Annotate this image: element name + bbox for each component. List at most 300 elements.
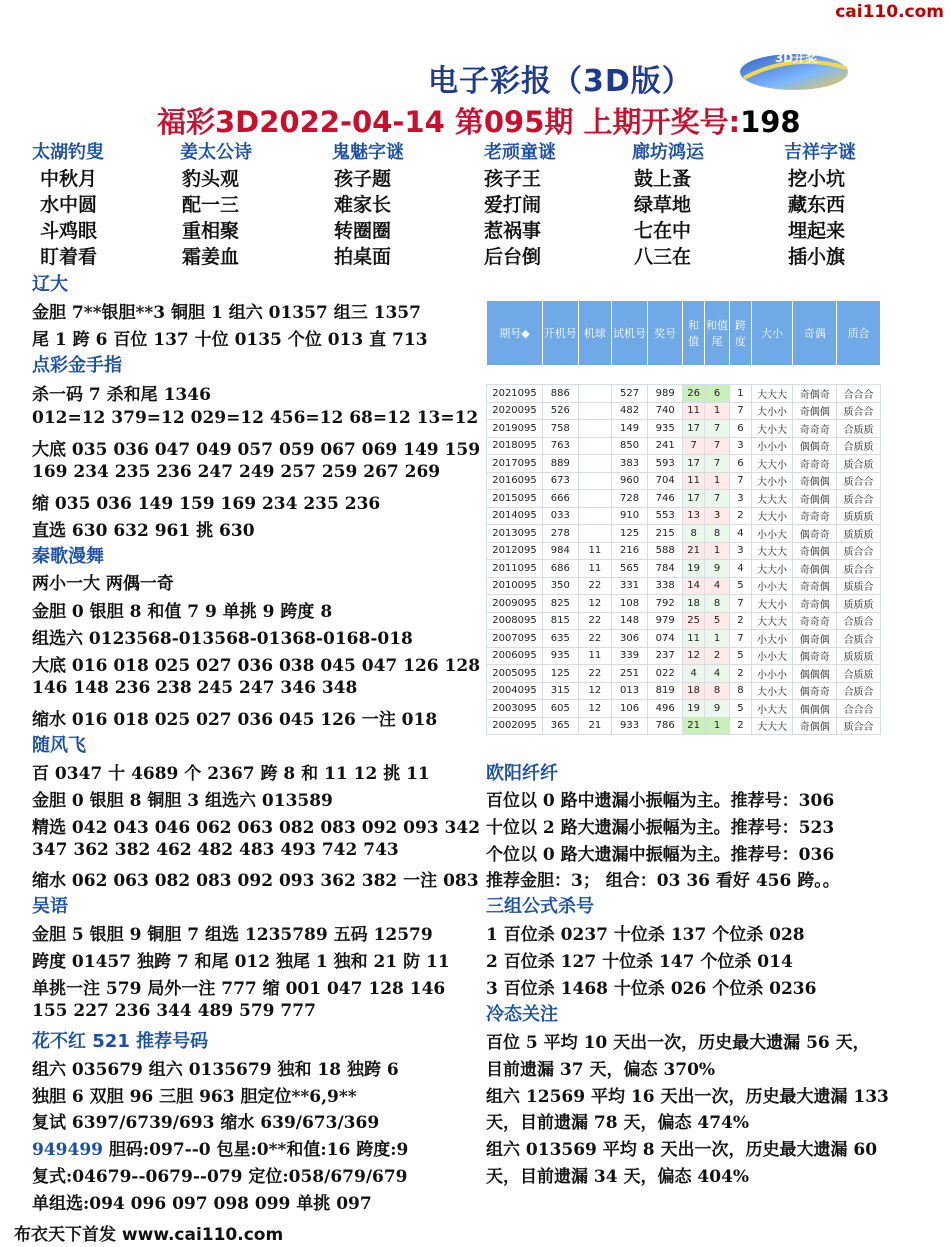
table-cell: 8 [704, 595, 729, 613]
text-line: 347 362 382 462 482 483 493 742 743 [32, 840, 399, 860]
table-cell: 25 [683, 612, 704, 630]
table-cell: 2009095 [487, 595, 543, 613]
text-line: 169 234 235 236 247 249 257 259 267 269 [32, 462, 441, 482]
table-cell: 4 [730, 560, 751, 578]
table-cell: 奇奇偶 [793, 595, 837, 613]
table-cell: 935 [647, 420, 683, 438]
riddle-cell: 八三在 [634, 246, 692, 268]
table-cell: 17 [683, 455, 704, 473]
text-line: 3 百位杀 1468 十位杀 026 个位杀 0236 [486, 979, 817, 999]
table-cell: 小小大 [751, 525, 793, 543]
text-line: 推荐金胆：3； 组合：03 36 看好 456 跨。。 [486, 871, 840, 891]
table-cell: 大小大 [751, 420, 793, 438]
riddle-cell: 孩子题 [334, 168, 392, 190]
table-cell: 819 [647, 682, 683, 700]
riddle-cell: 插小旗 [788, 246, 846, 268]
table-cell: 237 [647, 647, 683, 665]
table-cell: 593 [647, 455, 683, 473]
table-cell: 质质质 [837, 595, 881, 613]
table-cell: 786 [647, 717, 683, 735]
table-cell: 216 [612, 542, 648, 560]
table-cell: 2002095 [487, 717, 543, 735]
table-cell: 8 [704, 682, 729, 700]
table-cell: 12 [683, 647, 704, 665]
table-cell [578, 437, 612, 455]
table-row [487, 472, 881, 490]
riddle-cell: 七在中 [634, 220, 692, 242]
riddle-cell: 埋起来 [788, 220, 846, 242]
table-cell: 605 [542, 700, 578, 718]
table-cell: 17 [683, 490, 704, 508]
table-cell: 大小大 [751, 682, 793, 700]
table-cell: 3 [730, 542, 751, 560]
table-cell: 5 [730, 700, 751, 718]
section-title-qgmw: 秦歌漫舞 [32, 546, 104, 567]
table-cell: 11 [578, 647, 612, 665]
riddle-header: 吉祥字谜 [784, 142, 856, 163]
table-cell: 偶偶偶 [793, 665, 837, 683]
table-cell: 108 [612, 595, 648, 613]
table-cell: 6 [730, 455, 751, 473]
table-row [487, 507, 881, 525]
section-title-hbh: 花不红 521 推荐号码 [32, 1031, 209, 1052]
table-cell: 偶奇偶 [793, 630, 837, 648]
table-cell: 大小小 [751, 472, 793, 490]
table-row [487, 490, 881, 508]
text-line: 杀一码 7 杀和尾 1346 [32, 385, 211, 405]
table-cell: 527 [612, 385, 648, 403]
table-cell: 825 [542, 595, 578, 613]
table-cell: 074 [647, 630, 683, 648]
section-title-liaoda: 辽大 [32, 274, 68, 295]
history-header-row [487, 301, 881, 366]
table-cell: 2015095 [487, 490, 543, 508]
table-cell: 合合合 [837, 385, 881, 403]
table-cell: 2004095 [487, 682, 543, 700]
text-line: 大底 035 036 047 049 057 059 067 069 149 159 [32, 440, 481, 460]
table-cell: 910 [612, 507, 648, 525]
table-cell: 889 [542, 455, 578, 473]
table-cell: 11 [683, 402, 704, 420]
text-line: 直选 630 632 961 挑 630 [32, 521, 255, 541]
table-cell: 1 [704, 402, 729, 420]
col-header[interactable]: 跨度 [730, 301, 751, 366]
table-cell: 偶偶偶 [793, 700, 837, 718]
table-cell: 5 [704, 612, 729, 630]
riddle-cell: 惹祸事 [484, 220, 542, 242]
table-cell: 奇偶偶 [793, 717, 837, 735]
table-cell: 815 [542, 612, 578, 630]
table-cell: 2 [730, 507, 751, 525]
table-cell: 1 [730, 385, 751, 403]
col-header[interactable]: 质合 [837, 301, 881, 366]
table-cell: 奇奇偶 [793, 577, 837, 595]
table-cell: 21 [683, 542, 704, 560]
text-line: 复式:04679--0679--079 定位:058/679/679 [32, 1167, 408, 1187]
table-cell: 大大大 [751, 542, 793, 560]
riddle-header: 廊坊鸿运 [632, 142, 704, 163]
table-cell: 1 [704, 630, 729, 648]
table-cell: 3 [730, 437, 751, 455]
table-cell: 278 [542, 525, 578, 543]
table-cell: 大大大 [751, 612, 793, 630]
text-line: 012=12 379=12 029=12 456=12 68=12 13=12 [32, 408, 479, 428]
section-title-949499: 949499 [32, 1140, 103, 1160]
table-cell: 合质质 [837, 420, 881, 438]
table-cell: 17 [683, 420, 704, 438]
table-cell: 241 [647, 437, 683, 455]
text-line: 天，目前遗漏 34 天，偏态 404% [486, 1167, 750, 1187]
table-cell: 奇偶偶 [793, 560, 837, 578]
text-line: 缩 035 036 149 159 169 234 235 236 [32, 494, 381, 514]
table-cell: 2011095 [487, 560, 543, 578]
text-line: 复试 6397/6739/693 缩水 639/673/369 [32, 1113, 380, 1133]
riddle-cell: 绿草地 [634, 194, 692, 216]
text-line: 金胆 0 银胆 8 和值 7 9 单挑 9 跨度 8 [32, 602, 333, 622]
table-cell: 5 [730, 577, 751, 595]
table-row [487, 665, 881, 683]
table-cell: 8 [704, 525, 729, 543]
table-cell [578, 490, 612, 508]
table-cell: 2021095 [487, 385, 543, 403]
table-cell: 2013095 [487, 525, 543, 543]
riddle-row [32, 242, 912, 268]
text-line: 金胆 0 银胆 8 铜胆 3 组选六 013589 [32, 791, 333, 811]
table-cell: 质合合 [837, 560, 881, 578]
riddle-cell: 挖小坑 [788, 168, 846, 190]
text-line: 胆码:097--0 包星:0**和值:16 跨度:9 [102, 1140, 409, 1160]
table-cell: 19 [683, 700, 704, 718]
riddle-header: 姜太公诗 [180, 142, 252, 163]
table-cell: 2014095 [487, 507, 543, 525]
table-cell: 2012095 [487, 542, 543, 560]
history-body [487, 366, 881, 735]
table-cell [578, 420, 612, 438]
table-cell: 2 [704, 647, 729, 665]
table-row [487, 560, 881, 578]
table-row [487, 420, 881, 438]
table-row [487, 700, 881, 718]
table-cell: 质合合 [837, 472, 881, 490]
table-cell: 4 [730, 525, 751, 543]
header-title: 电子彩报（3D版） [428, 64, 693, 99]
text-line: 尾 1 跨 6 百位 137 十位 0135 个位 013 直 713 [32, 330, 428, 350]
table-row [487, 717, 881, 735]
table-cell: 666 [542, 490, 578, 508]
table-cell: 22 [578, 630, 612, 648]
riddle-header: 老顽童谜 [484, 142, 556, 163]
table-cell: 9 [704, 700, 729, 718]
table-cell: 2 [730, 612, 751, 630]
col-header[interactable]: 奖号 [647, 301, 683, 366]
text-line: 两小一大 两偶一奇 [32, 574, 174, 594]
text-line: 单挑一注 579 局外一注 777 缩 001 047 128 146 [32, 979, 446, 999]
table-cell: 大大小 [751, 455, 793, 473]
table-cell: 12 [578, 682, 612, 700]
table-cell [578, 402, 612, 420]
table-cell: 7 [730, 402, 751, 420]
table-cell: 小小小 [751, 665, 793, 683]
table-cell: 984 [542, 542, 578, 560]
riddle-row [32, 164, 912, 190]
table-cell: 1 [704, 472, 729, 490]
riddle-cell: 拍桌面 [334, 246, 392, 268]
table-cell: 奇偶偶 [793, 472, 837, 490]
site-url[interactable]: cai110.com [835, 2, 944, 22]
table-cell: 979 [647, 612, 683, 630]
table-cell: 728 [612, 490, 648, 508]
text-line: 单组选:094 096 097 098 099 单挑 097 [32, 1194, 372, 1214]
table-cell: 4 [683, 665, 704, 683]
riddle-cell: 配一三 [182, 194, 240, 216]
table-cell: 125 [542, 665, 578, 683]
col-header[interactable]: 和值 [683, 301, 704, 366]
table-row [487, 542, 881, 560]
table-cell: 960 [612, 472, 648, 490]
table-cell: 2018095 [487, 437, 543, 455]
table-cell: 12 [578, 700, 612, 718]
text-line: 1 百位杀 0237 十位杀 137 个位杀 028 [486, 925, 805, 945]
table-row [487, 647, 881, 665]
table-cell: 19 [683, 560, 704, 578]
table-cell: 251 [612, 665, 648, 683]
riddle-cell: 孩子王 [484, 168, 542, 190]
table-cell: 合质合 [837, 682, 881, 700]
table-cell: 553 [647, 507, 683, 525]
table-cell: 7 [730, 472, 751, 490]
riddle-cell: 鼓上蚤 [634, 168, 692, 190]
table-cell: 5 [730, 647, 751, 665]
table-cell: 合质合 [837, 630, 881, 648]
riddle-cell: 难家长 [334, 194, 392, 216]
table-cell: 22 [578, 577, 612, 595]
table-cell: 质合合 [837, 542, 881, 560]
table-cell: 2 [730, 665, 751, 683]
table-cell: 奇奇奇 [793, 612, 837, 630]
table-cell: 2016095 [487, 472, 543, 490]
table-row [487, 525, 881, 543]
footer-text: 布衣天下首发 www.cai110.com [14, 1225, 284, 1245]
text-line: 组六 013569 平均 8 天出一次，历史最大遗漏 60 [486, 1140, 878, 1160]
table-cell: 合合合 [837, 700, 881, 718]
table-cell: 合质质 [837, 665, 881, 683]
table-cell: 365 [542, 717, 578, 735]
text-line: 天，目前遗漏 78 天，偏态 474% [486, 1113, 750, 1133]
text-line: 组选六 0123568-013568-01368-0168-018 [32, 629, 413, 649]
table-cell: 11 [578, 560, 612, 578]
table-cell: 7 [704, 420, 729, 438]
table-spacer [487, 366, 881, 385]
table-cell: 740 [647, 402, 683, 420]
table-row [487, 437, 881, 455]
table-cell: 质质质 [837, 647, 881, 665]
table-cell: 2017095 [487, 455, 543, 473]
table-cell: 小大小 [751, 630, 793, 648]
table-cell: 2006095 [487, 647, 543, 665]
table-cell: 奇偶偶 [793, 490, 837, 508]
table-cell: 奇奇奇 [793, 507, 837, 525]
riddle-cell: 转圈圈 [334, 220, 392, 242]
table-cell [578, 472, 612, 490]
text-line: 跨度 01457 独跨 7 和尾 012 独尾 1 独和 21 防 11 [32, 952, 450, 972]
col-header[interactable]: 大小 [751, 301, 793, 366]
table-cell: 989 [647, 385, 683, 403]
table-cell: 331 [612, 577, 648, 595]
table-cell: 21 [683, 717, 704, 735]
riddle-headers [32, 138, 912, 164]
table-cell: 22 [578, 665, 612, 683]
table-cell: 125 [612, 525, 648, 543]
table-cell: 1 [704, 717, 729, 735]
table-cell: 小小大 [751, 647, 793, 665]
text-line: 目前遗漏 37 天，偏态 370% [486, 1060, 716, 1080]
n949-line [32, 1135, 408, 1160]
table-row [487, 630, 881, 648]
table-row [487, 455, 881, 473]
col-header[interactable]: 机球 [578, 301, 612, 366]
col-header[interactable]: 奇偶 [793, 301, 837, 366]
spacer-cell [487, 366, 881, 385]
col-header[interactable]: 开机号 [542, 301, 578, 366]
table-cell: 质质质 [837, 507, 881, 525]
table-cell: 7 [704, 490, 729, 508]
col-header[interactable]: 和值尾 [704, 301, 729, 366]
sort-glyph: 期号◆ [499, 327, 530, 340]
table-cell: 758 [542, 420, 578, 438]
table-cell: 大大小 [751, 560, 793, 578]
table-cell: 质合合 [837, 402, 881, 420]
table-cell [578, 385, 612, 403]
table-cell: 11 [683, 472, 704, 490]
last-draw-number: 198 [740, 105, 801, 139]
table-cell: 质质合 [837, 577, 881, 595]
table-cell: 149 [612, 420, 648, 438]
table-cell: 482 [612, 402, 648, 420]
table-cell: 1 [704, 542, 729, 560]
table-cell: 奇奇奇 [793, 420, 837, 438]
table-cell: 14 [683, 577, 704, 595]
table-cell: 673 [542, 472, 578, 490]
table-cell: 704 [647, 472, 683, 490]
table-cell: 合质质 [837, 437, 881, 455]
text-line: 独胆 6 双胆 96 三胆 963 胆定位**6,9** [32, 1087, 357, 1107]
riddle-cell: 霜姜血 [182, 246, 240, 268]
table-cell [578, 455, 612, 473]
table-cell: 013 [612, 682, 648, 700]
text-line: 十位以 2 路大遗漏小振幅为主。推荐号：523 [486, 818, 835, 838]
text-line: 缩水 016 018 025 027 036 045 126 一注 018 [32, 710, 438, 730]
table-cell: 奇偶奇 [793, 385, 837, 403]
table-cell: 偶奇奇 [793, 647, 837, 665]
riddle-cell: 中秋月 [40, 168, 98, 190]
table-cell: 315 [542, 682, 578, 700]
table-cell: 大小小 [751, 402, 793, 420]
table-cell: 4 [704, 577, 729, 595]
text-line: 155 227 236 344 489 579 777 [32, 1001, 316, 1021]
table-cell: 13 [683, 507, 704, 525]
table-cell: 9 [704, 560, 729, 578]
text-line: 组六 035679 组六 0135679 独和 18 独跨 6 [32, 1060, 399, 1080]
table-row [487, 682, 881, 700]
table-cell: 26 [683, 385, 704, 403]
table-row [487, 402, 881, 420]
text-line: 百位以 0 路中遗漏小振幅为主。推荐号：306 [486, 791, 835, 811]
table-cell: 7 [683, 437, 704, 455]
table-row [487, 385, 881, 403]
text-line: 精选 042 043 046 062 063 082 083 092 093 342 [32, 818, 481, 838]
history-table [486, 300, 881, 735]
riddle-cell: 斗鸡眼 [40, 220, 98, 242]
table-cell: 383 [612, 455, 648, 473]
table-cell: 148 [612, 612, 648, 630]
riddle-cell: 爱打闹 [484, 194, 542, 216]
riddle-row [32, 216, 912, 242]
table-cell: 933 [612, 717, 648, 735]
table-cell: 7 [730, 630, 751, 648]
table-cell: 2005095 [487, 665, 543, 683]
text-line: 个位以 0 路大遗漏中振幅为主。推荐号：036 [486, 845, 835, 865]
table-cell: 奇奇奇 [793, 455, 837, 473]
table-cell: 2007095 [487, 630, 543, 648]
table-cell: 792 [647, 595, 683, 613]
table-cell: 339 [612, 647, 648, 665]
col-header-qihao[interactable] [487, 301, 543, 366]
section-title-oyqx: 欧阳纤纤 [486, 763, 558, 784]
text-line: 大底 016 018 025 027 036 038 045 047 126 128 [32, 656, 481, 676]
table-cell: 大大大 [751, 490, 793, 508]
riddle-cell: 豹头观 [182, 168, 240, 190]
riddle-header: 太湖钓叟 [32, 142, 104, 163]
table-cell: 686 [542, 560, 578, 578]
table-cell: 022 [647, 665, 683, 683]
section-title-dcjzz: 点彩金手指 [32, 355, 122, 376]
section-title-ltgz: 冷态关注 [486, 1004, 558, 1025]
table-cell: 偶奇奇 [793, 682, 837, 700]
section-title-sff: 随风飞 [32, 735, 86, 756]
section-title-szgs: 三组公式杀号 [486, 896, 594, 917]
table-cell: 21 [578, 717, 612, 735]
table-cell: 偶奇奇 [793, 525, 837, 543]
riddle-row [32, 190, 912, 216]
table-cell: 18 [683, 595, 704, 613]
table-cell: 033 [542, 507, 578, 525]
table-cell: 2008095 [487, 612, 543, 630]
table-row [487, 612, 881, 630]
table-cell: 588 [647, 542, 683, 560]
table-cell: 2003095 [487, 700, 543, 718]
riddle-cell: 重相聚 [182, 220, 240, 242]
text-line: 百 0347 十 4689 个 2367 跨 8 和 11 12 挑 11 [32, 764, 430, 784]
riddle-cell: 后台倒 [484, 246, 542, 268]
table-cell: 746 [647, 490, 683, 508]
table-row [487, 577, 881, 595]
table-cell: 784 [647, 560, 683, 578]
logo-text: 3D开奖 [774, 51, 818, 65]
table-cell: 7 [704, 437, 729, 455]
col-header[interactable]: 试机号 [612, 301, 648, 366]
table-cell [578, 507, 612, 525]
table-cell: 12 [578, 595, 612, 613]
issue-subtitle [157, 100, 801, 141]
table-cell: 11 [683, 630, 704, 648]
table-cell [578, 525, 612, 543]
table-cell: 8 [730, 682, 751, 700]
table-cell: 大大大 [751, 385, 793, 403]
table-cell: 215 [647, 525, 683, 543]
table-cell: 合质合 [837, 612, 881, 630]
table-cell: 质合质 [837, 455, 881, 473]
table-cell: 565 [612, 560, 648, 578]
